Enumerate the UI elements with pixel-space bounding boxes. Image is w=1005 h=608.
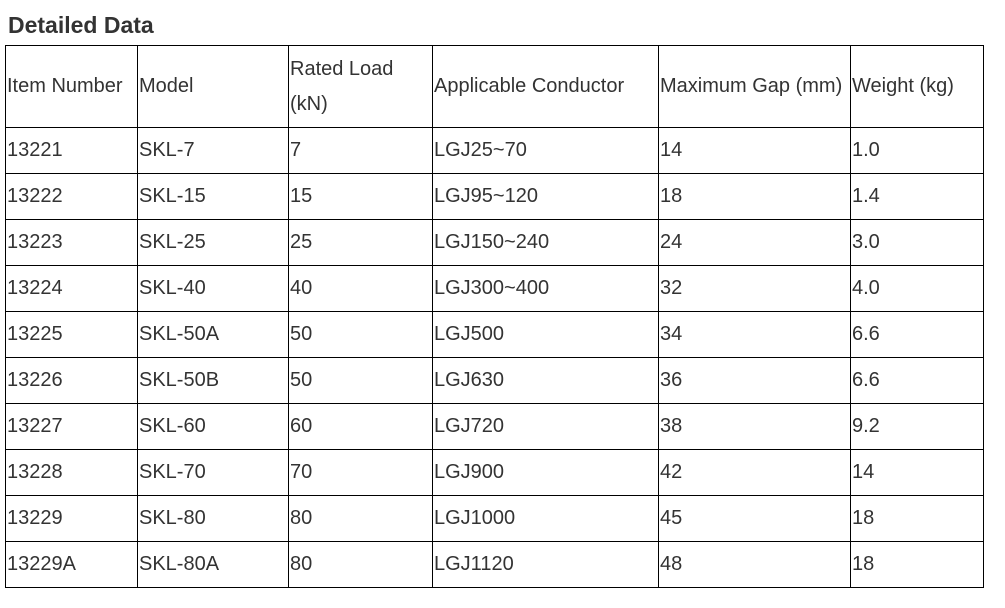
cell-model: SKL-40 bbox=[138, 266, 289, 312]
table-row bbox=[6, 450, 984, 496]
cell-applicable-conductor: LGJ150~240 bbox=[433, 220, 659, 266]
cell-rated-load: 50 bbox=[289, 312, 433, 358]
cell-model: SKL-50A bbox=[138, 312, 289, 358]
cell-applicable-conductor: LGJ720 bbox=[433, 404, 659, 450]
cell-model: SKL-15 bbox=[138, 174, 289, 220]
cell-model: SKL-7 bbox=[138, 128, 289, 174]
cell-maximum-gap: 42 bbox=[659, 450, 851, 496]
cell-weight: 6.6 bbox=[851, 312, 984, 358]
cell-item-number: 13224 bbox=[6, 266, 138, 312]
cell-item-number: 13223 bbox=[6, 220, 138, 266]
header-item-number: Item Number bbox=[6, 46, 138, 128]
page-title: Detailed Data bbox=[8, 12, 154, 38]
cell-weight: 18 bbox=[851, 496, 984, 542]
header-weight: Weight (kg) bbox=[851, 46, 984, 128]
table-row bbox=[6, 496, 984, 542]
cell-applicable-conductor: LGJ300~400 bbox=[433, 266, 659, 312]
cell-item-number: 13229A bbox=[6, 542, 138, 588]
cell-model: SKL-60 bbox=[138, 404, 289, 450]
cell-item-number: 13229 bbox=[6, 496, 138, 542]
table-row bbox=[6, 128, 984, 174]
cell-rated-load: 25 bbox=[289, 220, 433, 266]
cell-weight: 6.6 bbox=[851, 358, 984, 404]
cell-weight: 18 bbox=[851, 542, 984, 588]
cell-applicable-conductor: LGJ630 bbox=[433, 358, 659, 404]
header-applicable-conductor: Applicable Conductor bbox=[433, 46, 659, 128]
cell-model: SKL-70 bbox=[138, 450, 289, 496]
cell-weight: 9.2 bbox=[851, 404, 984, 450]
cell-item-number: 13228 bbox=[6, 450, 138, 496]
header-row bbox=[6, 46, 984, 128]
cell-applicable-conductor: LGJ25~70 bbox=[433, 128, 659, 174]
cell-weight: 1.4 bbox=[851, 174, 984, 220]
cell-model: SKL-80A bbox=[138, 542, 289, 588]
table-row bbox=[6, 220, 984, 266]
cell-item-number: 13221 bbox=[6, 128, 138, 174]
cell-rated-load: 7 bbox=[289, 128, 433, 174]
cell-model: SKL-50B bbox=[138, 358, 289, 404]
table-row bbox=[6, 174, 984, 220]
cell-maximum-gap: 48 bbox=[659, 542, 851, 588]
cell-rated-load: 40 bbox=[289, 266, 433, 312]
table-header bbox=[6, 46, 984, 128]
cell-rated-load: 70 bbox=[289, 450, 433, 496]
cell-maximum-gap: 34 bbox=[659, 312, 851, 358]
cell-maximum-gap: 36 bbox=[659, 358, 851, 404]
cell-item-number: 13226 bbox=[6, 358, 138, 404]
cell-weight: 4.0 bbox=[851, 266, 984, 312]
table-body bbox=[6, 128, 984, 588]
cell-maximum-gap: 18 bbox=[659, 174, 851, 220]
table-row bbox=[6, 542, 984, 588]
cell-item-number: 13227 bbox=[6, 404, 138, 450]
cell-weight: 1.0 bbox=[851, 128, 984, 174]
cell-applicable-conductor: LGJ500 bbox=[433, 312, 659, 358]
cell-weight: 3.0 bbox=[851, 220, 984, 266]
header-rated-load: Rated Load (kN) bbox=[289, 46, 433, 128]
table-row bbox=[6, 358, 984, 404]
cell-rated-load: 15 bbox=[289, 174, 433, 220]
cell-applicable-conductor: LGJ1120 bbox=[433, 542, 659, 588]
cell-applicable-conductor: LGJ1000 bbox=[433, 496, 659, 542]
cell-model: SKL-80 bbox=[138, 496, 289, 542]
table-row bbox=[6, 404, 984, 450]
table-row bbox=[6, 266, 984, 312]
cell-maximum-gap: 45 bbox=[659, 496, 851, 542]
cell-rated-load: 80 bbox=[289, 542, 433, 588]
cell-model: SKL-25 bbox=[138, 220, 289, 266]
cell-item-number: 13222 bbox=[6, 174, 138, 220]
cell-maximum-gap: 14 bbox=[659, 128, 851, 174]
cell-rated-load: 80 bbox=[289, 496, 433, 542]
cell-maximum-gap: 24 bbox=[659, 220, 851, 266]
detailed-data-table bbox=[5, 45, 984, 588]
cell-applicable-conductor: LGJ900 bbox=[433, 450, 659, 496]
cell-weight: 14 bbox=[851, 450, 984, 496]
cell-rated-load: 50 bbox=[289, 358, 433, 404]
cell-applicable-conductor: LGJ95~120 bbox=[433, 174, 659, 220]
header-maximum-gap: Maximum Gap (mm) bbox=[659, 46, 851, 128]
cell-item-number: 13225 bbox=[6, 312, 138, 358]
cell-maximum-gap: 32 bbox=[659, 266, 851, 312]
table-row bbox=[6, 312, 984, 358]
cell-maximum-gap: 38 bbox=[659, 404, 851, 450]
header-model: Model bbox=[138, 46, 289, 128]
cell-rated-load: 60 bbox=[289, 404, 433, 450]
